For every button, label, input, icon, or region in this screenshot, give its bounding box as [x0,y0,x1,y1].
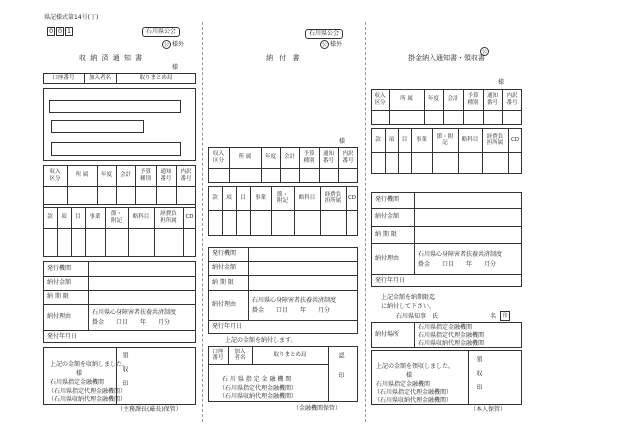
payment-reason-label: 納付理由 [47,313,72,320]
out-mark: 公 様外 [163,41,185,48]
honorific: 様 [172,64,179,71]
payment-amount-label: 納付金額 [47,279,72,286]
collecting-office-label: 取りまとめ局 [139,75,173,82]
serial-digit: 0 [47,27,55,36]
serial-number [47,27,73,36]
receipt-seal-label: 領収印 [121,352,128,394]
issuing-agency-label: 発行機関 [47,264,72,272]
issue-date-label: 発付年月日 [47,332,78,340]
approval-seal-label: 認印 [337,352,344,392]
honorific: 様 [339,138,346,145]
form-code: 県記様式第14号(丁) [44,14,99,21]
serial-digit: 1 [65,27,73,36]
account-number-label: 口座番号 [52,75,75,82]
serial-digit: 0 [56,27,64,36]
storage-note: （本人保管） [470,406,507,413]
perforation-line [202,22,203,422]
perforation-line [365,22,366,422]
middle-title: 納 付 書 [266,54,302,62]
left-title: 収 納 済 通 知 書 [79,54,144,62]
name-input[interactable] [51,120,144,133]
seal-box: 印 [500,311,510,321]
storage-note: （主務課長(厳長)保管） [117,406,182,413]
note-input[interactable] [51,142,181,156]
honorific: 様 [498,79,505,86]
out-mark: 公 [481,49,487,55]
issuer-box: 石川県公会 [305,29,343,39]
form-sheet: 県記様式第14号(丁) 0 0 1 石川県公会 公 様外 石川県公会 公 様外 公 収 納 済 通 知 書 様 口座番号 加入者名 取りまとめ局 収入 区分 所 属 年度 会計 予算 種別 通知 番号 内訳 番号 款 項 目 事業 節・ 附記 略科目 経費負 担所属 CD 発行機関 納付金額 納 期 限 納付理由 発付年月日 石川県心身障害者扶養共済制度 掛金 口目 年 月分 上記の金額を収納しました。 様 石川県指定金融機関 （石川県指定代理金融機関） （石川県収納代理金融機関） 領収印 （主務課長(厳長)保管） 納 付 書 様 収入 区分 所 属 年度 会計 予算 種別 通知 番号 内訳 番号 款 項 目 事業 節・ 附記 略科目 経費負 担所属 CD 発行機関 納付金額 納 期 限 納付理由 発行年月日 石川県心身障害者扶養共済制度 掛金 口目 年 月分 上記の金額を納付します。 口座 番号 加入 者名 取りまとめ局 石 川 県 指 定 金 融 機 関 （石川県指定代理金融機関） （石川県収納代理金融機関） 認印 （金融機関保管） 掛金納入通知書・領収書 様 収入 区分 所 属 年度 会計 予算 種別 通知 番号 内訳 番号 款 項 目 事業 節・附 記 略科目 経費負 担所属 CD 発行機関 納付金額 納 期 限 納付理由 発行年月日 石川県心身障害者扶養共済制度 掛金 口目 年 月分 上記金額を納期限迄 に納付して下さい。 石川県知事 氏 名 印 納付場所 石川県指定金融機関 石川県指定代理金融機関 石川県収納代理金融機関 上記の金額を領収しました。 様 石川県指定金融機関 （石川県指定代理金融機関） （石川県収納代理金融機関） 領収印 （本人保管） [0,0,630,440]
subscriber-label: 加入者名 [88,75,111,82]
address-input[interactable] [49,100,181,113]
out-mark: 公 様外 [321,41,343,48]
receipt-seal-label: 領収印 [475,356,482,398]
right-title: 掛金納入通知書・領収書 [408,54,485,62]
issuer-box: 石川県公会 [142,27,180,37]
due-date-label: 納 期 限 [47,293,69,300]
storage-note: （金融機関保管） [293,405,342,412]
